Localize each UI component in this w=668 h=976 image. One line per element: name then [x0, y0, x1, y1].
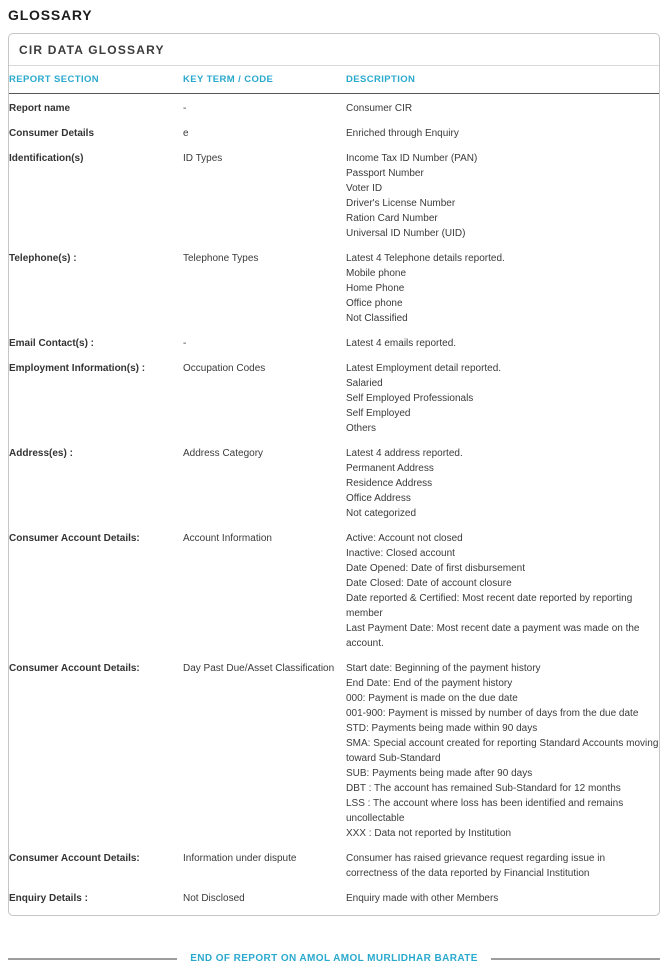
page-title: GLOSSARY: [8, 7, 93, 23]
report-section-cell: Consumer Details: [9, 128, 95, 139]
description-line: Enquiry made with other Members: [346, 893, 499, 904]
description-cell: [346, 526, 659, 656]
key-term-cell: ID Types: [183, 153, 223, 164]
description-line: Passport Number: [346, 168, 424, 179]
glossary-row: [9, 246, 659, 331]
description-line: Income Tax ID Number (PAN): [346, 153, 478, 164]
report-section-cell: Consumer Account Details:: [9, 533, 140, 544]
glossary-row: [9, 146, 659, 246]
description-line: STD: Payments being made within 90 days: [346, 723, 538, 734]
description-line: Inactive: Closed account: [346, 548, 455, 559]
description-cell: [346, 94, 659, 122]
glossary-row: [9, 656, 659, 846]
key-term-cell: Address Category: [183, 448, 264, 459]
description-line: Date Opened: Date of first disbursement: [346, 563, 525, 574]
glossary-header-row: [9, 66, 659, 94]
description-line: Mobile phone: [346, 268, 407, 279]
description-line: Date Closed: Date of account closure: [346, 578, 512, 589]
description-line: Universal ID Number (UID): [346, 228, 466, 239]
description-line: Residence Address: [346, 478, 433, 489]
report-section-cell: Email Contact(s) :: [9, 338, 95, 349]
description-line: SUB: Payments being made after 90 days: [346, 768, 533, 779]
description-line: Enriched through Enquiry: [346, 128, 459, 139]
description-cell: [346, 331, 659, 356]
description-line: Consumer CIR: [346, 103, 413, 114]
description-line: Self Employed: [346, 408, 411, 419]
glossary-panel: [8, 33, 660, 916]
description-line: Date reported & Certified: Most recent date reported by reporting member: [346, 593, 633, 619]
key-term-cell: -: [183, 338, 187, 349]
report-section-cell: Identification(s): [9, 153, 84, 164]
report-section-cell: Address(es) :: [9, 448, 73, 459]
end-of-report-line-right: [491, 958, 660, 960]
description-cell: [346, 656, 659, 846]
description-line: End Date: End of the payment history: [346, 678, 513, 689]
key-term-cell: Occupation Codes: [183, 363, 266, 374]
description-line: Active: Account not closed: [346, 533, 463, 544]
description-cell: [346, 846, 659, 886]
description-cell: [346, 886, 659, 915]
description-cell: [346, 121, 659, 146]
description-line: SMA: Special account created for reporting Standard Accounts moving toward Sub-Standard: [346, 738, 659, 764]
description-line: Latest 4 Telephone details reported.: [346, 253, 505, 264]
description-line: Not categorized: [346, 508, 417, 519]
key-term-cell: Information under dispute: [183, 853, 297, 864]
key-term-cell: -: [183, 103, 187, 114]
glossary-row: [9, 356, 659, 441]
description-line: Self Employed Professionals: [346, 393, 474, 404]
description-line: LSS : The account where loss has been identified and remains uncollectable: [346, 798, 624, 824]
description-line: Ration Card Number: [346, 213, 438, 224]
description-line: Start date: Beginning of the payment history: [346, 663, 541, 674]
end-of-report: [8, 953, 660, 964]
description-line: Last Payment Date: Most recent date a payment was made on the account.: [346, 623, 640, 649]
glossary-row: [9, 846, 659, 886]
column-header-description: DESCRIPTION: [346, 66, 659, 94]
description-line: Consumer has raised grievance request regarding issue in correctness of the data reported by Financial Institution: [346, 853, 606, 879]
report-section-cell: Report name: [9, 103, 71, 114]
glossary-table: [9, 66, 659, 915]
end-of-report-line-left: [8, 958, 177, 960]
description-line: Latest 4 emails reported.: [346, 338, 457, 349]
end-of-report-text: END OF REPORT ON AMOL AMOL MURLIDHAR BARATE: [190, 953, 478, 964]
glossary-row: [9, 886, 659, 915]
column-header-report-section: REPORT SECTION: [9, 66, 183, 94]
glossary-row: [9, 441, 659, 526]
description-cell: [346, 356, 659, 441]
description-line: Salaried: [346, 378, 383, 389]
description-line: Voter ID: [346, 183, 383, 194]
key-term-cell: Telephone Types: [183, 253, 259, 264]
key-term-cell: Not Disclosed: [183, 893, 245, 904]
report-section-cell: Enquiry Details :: [9, 893, 88, 904]
report-section-cell: Consumer Account Details:: [9, 853, 140, 864]
description-line: DBT : The account has remained Sub-Standard for 12 months: [346, 783, 621, 794]
description-cell: [346, 146, 659, 246]
description-line: Home Phone: [346, 283, 405, 294]
report-section-cell: Employment Information(s) :: [9, 363, 146, 374]
description-line: Permanent Address: [346, 463, 434, 474]
description-line: XXX : Data not reported by Institution: [346, 828, 512, 839]
key-term-cell: e: [183, 128, 189, 139]
description-line: Office Address: [346, 493, 411, 504]
report-section-cell: Consumer Account Details:: [9, 663, 140, 674]
description-line: Latest 4 address reported.: [346, 448, 463, 459]
glossary-panel-title: CIR DATA GLOSSARY: [9, 34, 659, 66]
description-line: 000: Payment is made on the due date: [346, 693, 518, 704]
glossary-row: [9, 94, 659, 122]
glossary-row: [9, 121, 659, 146]
key-term-cell: Account Information: [183, 533, 272, 544]
column-header-key-term: KEY TERM / CODE: [183, 66, 346, 94]
description-line: Others: [346, 423, 377, 434]
description-line: 001-900: Payment is missed by number of days from the due date: [346, 708, 639, 719]
key-term-cell: Day Past Due/Asset Classification: [183, 663, 335, 674]
glossary-row: [9, 331, 659, 356]
description-line: Driver's License Number: [346, 198, 456, 209]
description-line: Office phone: [346, 298, 403, 309]
report-section-cell: Telephone(s) :: [9, 253, 77, 264]
description-line: Not Classified: [346, 313, 408, 324]
description-line: Latest Employment detail reported.: [346, 363, 502, 374]
description-cell: [346, 441, 659, 526]
description-cell: [346, 246, 659, 331]
glossary-row: [9, 526, 659, 656]
glossary-table-body: [9, 94, 659, 916]
